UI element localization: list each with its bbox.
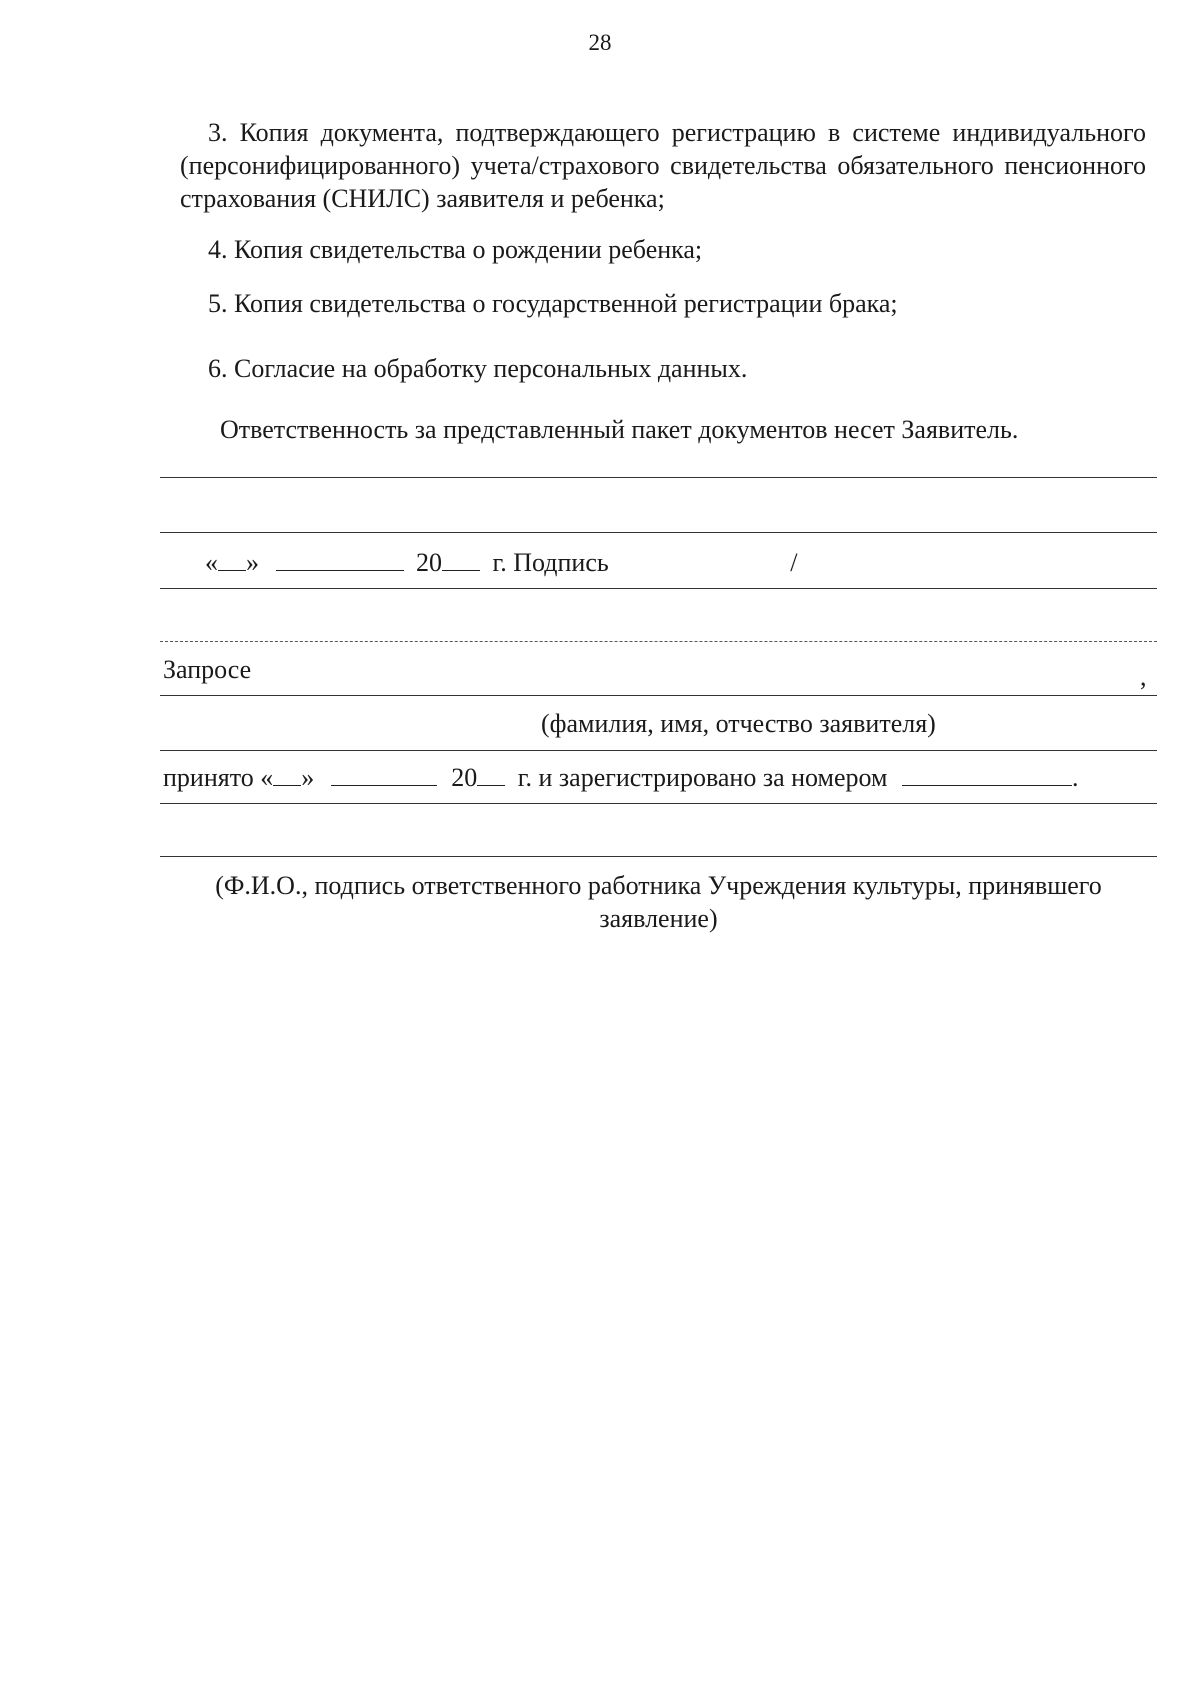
- year-prefix: 20: [416, 548, 442, 577]
- accepted-year-prefix: 20: [451, 763, 478, 792]
- signature-label: г. Подпись: [492, 548, 609, 577]
- registration-number-blank[interactable]: [902, 763, 1072, 786]
- list-item-birth-certificate: 4. Копия свидетельства о рождении ребенка;: [208, 235, 703, 264]
- accepted-prefix: принято «: [163, 763, 274, 792]
- accepted-day-blank[interactable]: [273, 763, 301, 786]
- blank-line-4: [160, 750, 1157, 751]
- accepted-registration-label: г. и зарегистрировано за номером: [517, 763, 888, 792]
- request-label: Запросе: [163, 655, 252, 684]
- blank-line-2: [160, 532, 1157, 533]
- month-blank[interactable]: [276, 548, 404, 571]
- blank-line-3: [160, 588, 1157, 589]
- list-item-marriage-certificate: 5. Копия свидетельства о государственной регистрации брака;: [208, 289, 898, 318]
- accepted-line: [163, 761, 1079, 794]
- blank-line-5: [160, 803, 1157, 804]
- accepted-month-blank[interactable]: [331, 763, 437, 786]
- signature-separator: /: [790, 548, 798, 577]
- accepted-quote-close: »: [301, 763, 315, 792]
- officer-caption: (Ф.И.О., подпись ответственного работника Учреждения культуры, принявшего заявление): [215, 871, 1102, 933]
- cut-line: [160, 641, 1157, 642]
- applicant-name-line[interactable]: [160, 695, 1157, 696]
- applicant-caption: (фамилия, имя, отчество заявителя): [541, 709, 936, 738]
- request-comma: ,: [1140, 662, 1147, 691]
- blank-line-1: [160, 477, 1157, 478]
- signature-line: [205, 546, 797, 579]
- quote-open: «: [205, 548, 218, 577]
- page-number: 28: [588, 30, 612, 55]
- list-item-data-consent: 6. Согласие на обработку персональных данных.: [208, 354, 748, 383]
- accepted-period: .: [1072, 763, 1079, 792]
- responsibility-notice: Ответственность за представленный пакет документов несет Заявитель.: [220, 415, 1019, 444]
- day-blank[interactable]: [218, 548, 246, 571]
- year-blank[interactable]: [442, 548, 480, 571]
- accepted-year-blank[interactable]: [477, 763, 505, 786]
- officer-signature-line[interactable]: [160, 856, 1157, 857]
- quote-close: »: [246, 548, 259, 577]
- list-item-snils: 3. Копия документа, подтверждающего регистрацию в системе индивидуального (персонифицированного) учета/страхового свидетельства обязательного пенсионного страхования (СНИЛС) заявителя и ребенка;: [180, 118, 1146, 213]
